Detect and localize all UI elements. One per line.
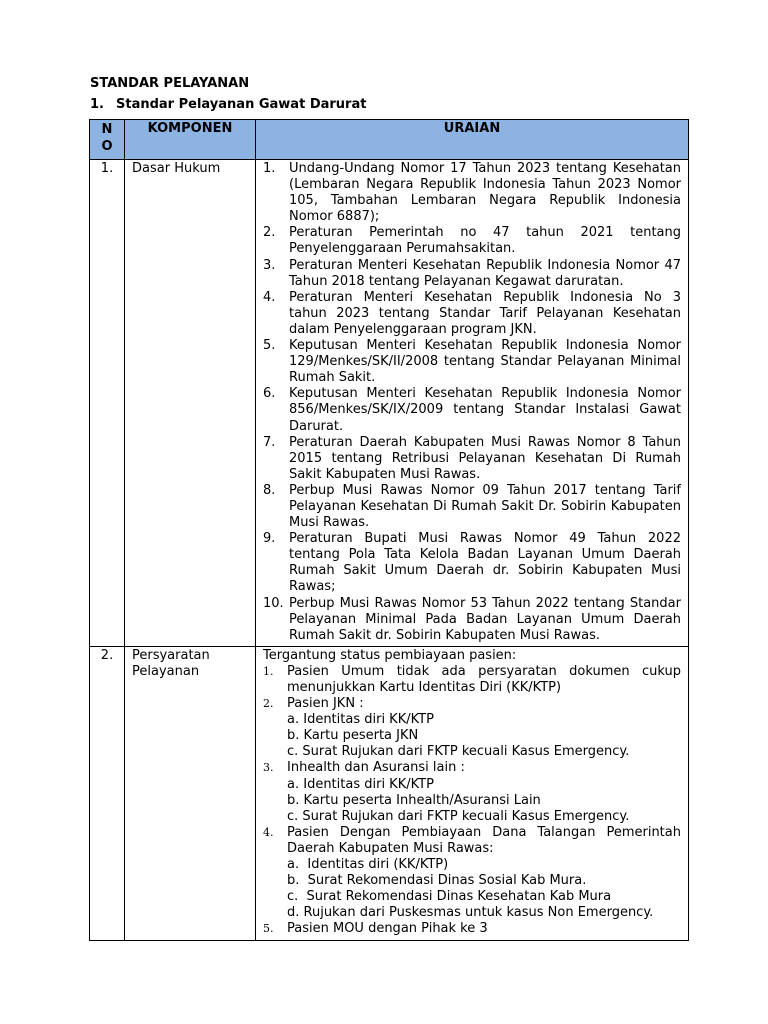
list-item-text: Pasien MOU dengan Pihak ke 3 bbox=[287, 921, 488, 937]
requirement-subitem: b. Kartu peserta JKN bbox=[287, 728, 419, 744]
requirement-sublist bbox=[287, 712, 681, 760]
requirement-item bbox=[263, 696, 681, 760]
document-title: STANDAR PELAYANAN bbox=[90, 76, 250, 91]
table-row bbox=[90, 646, 689, 940]
legal-basis-item bbox=[263, 435, 681, 483]
list-number: 2. bbox=[263, 225, 276, 241]
list-item-text: Inhealth dan Asuransi lain : bbox=[287, 760, 465, 776]
requirements-intro: Tergantung status pembiayaan pasien: bbox=[263, 647, 517, 663]
legal-basis-list bbox=[263, 161, 681, 644]
list-number: 4. bbox=[263, 825, 274, 839]
list-item-text: Peraturan Menteri Kesehatan Republik Indonesia No 3 tahun 2023 tentang Standar Tarif Pelayanan Kesehatan dalam Penyelenggaraan program JKN. bbox=[289, 289, 681, 337]
header-komponen: KOMPONEN bbox=[125, 120, 256, 160]
section-title: Standar Pelayanan Gawat Darurat bbox=[116, 97, 367, 112]
list-item-text: Perbup Musi Rawas Nomor 09 Tahun 2017 tentang Tarif Pelayanan Kesehatan Di Rumah Sakit Dr. Sobirin Kabupaten Musi Rawas. bbox=[289, 482, 681, 531]
list-item-text: Pasien Dengan Pembiayaan Dana Talangan Pemerintah Daerah Kabupaten Musi Rawas: bbox=[287, 824, 681, 856]
row-2-komponen: Persyaratan Pelayanan bbox=[125, 646, 256, 940]
row-1-uraian bbox=[256, 160, 689, 647]
legal-basis-item bbox=[263, 386, 681, 434]
list-number: 1. bbox=[263, 161, 276, 176]
legal-basis-item bbox=[263, 258, 681, 290]
list-number: 9. bbox=[263, 531, 276, 547]
section-heading bbox=[90, 97, 366, 112]
list-item-text: Peraturan Menteri Kesehatan Republik Indonesia Nomor 47 Tahun 2018 tentang Pelayanan Kegawat daruratan. bbox=[289, 257, 681, 289]
list-number: 7. bbox=[263, 434, 276, 450]
row-2-no: 2. bbox=[90, 646, 125, 940]
list-item-text: Peraturan Pemerintah no 47 tahun 2021 tentang Penyelenggaraan Perumahsakitan. bbox=[289, 225, 681, 257]
table-header-row bbox=[90, 120, 689, 160]
row-1-komponen: Dasar Hukum bbox=[125, 160, 256, 647]
list-item-text: Keputusan Menteri Kesehatan Republik Indonesia Nomor 856/Menkes/SK/IX/2009 tentang Standar Instalasi Gawat Darurat. bbox=[289, 386, 681, 434]
requirement-item bbox=[263, 921, 681, 937]
row-1-no: 1. bbox=[90, 160, 125, 647]
requirement-subitem: a. Identitas diri KK/KTP bbox=[287, 712, 434, 728]
requirements-list bbox=[263, 664, 681, 938]
header-no-label: N O bbox=[101, 122, 113, 154]
requirement-subitem: b. Surat Rekomendasi Dinas Sosial Kab Mura. bbox=[287, 873, 587, 889]
list-item-text: Pasien JKN : bbox=[287, 696, 364, 712]
requirement-subitem: a. Identitas diri KK/KTP bbox=[287, 776, 434, 792]
list-number: 3. bbox=[263, 761, 274, 775]
list-item-text: Undang-Undang Nomor 17 Tahun 2023 tentang Kesehatan (Lembaran Negara Republik Indonesia Tahun 2023 Nomor 105, Tambahan Lembaran Negara Republik Indonesia Nomor 6887); bbox=[289, 161, 681, 225]
list-item-text: Perbup Musi Rawas Nomor 53 Tahun 2022 tentang Standar Pelayanan Minimal Pada Badan Layanan Umum Daerah Rumah Sakit dr. Sobirin Kabupaten Musi Rawas. bbox=[289, 595, 681, 643]
list-item-text: Peraturan Bupati Musi Rawas Nomor 49 Tahun 2022 tentang Pola Tata Kelola Badan Layanan Umum Daerah Rumah Sakit Umum Daerah dr. Sobirin Kabupaten Musi Rawas; bbox=[289, 531, 681, 595]
row-2-uraian bbox=[256, 646, 689, 940]
list-number: 10. bbox=[263, 595, 284, 611]
requirement-item bbox=[263, 760, 681, 824]
requirement-sublist bbox=[287, 857, 681, 921]
requirement-item bbox=[263, 825, 681, 922]
service-standard-table bbox=[89, 119, 689, 941]
header-uraian: URAIAN bbox=[256, 120, 689, 160]
list-item-text: Peraturan Daerah Kabupaten Musi Rawas Nomor 8 Tahun 2015 tentang Retribusi Pelayanan Kesehatan Di Rumah Sakit Kabupaten Musi Rawas. bbox=[289, 434, 681, 482]
legal-basis-item bbox=[263, 596, 681, 644]
requirement-item bbox=[263, 664, 681, 696]
requirement-subitem: c. Surat Rekomendasi Dinas Kesehatan Kab Mura bbox=[287, 889, 612, 905]
requirement-subitem: b. Kartu peserta Inhealth/Asuransi Lain bbox=[287, 792, 541, 808]
legal-basis-item bbox=[263, 531, 681, 595]
requirement-subitem: c. Surat Rujukan dari FKTP kecuali Kasus Emergency. bbox=[287, 744, 630, 760]
list-number: 8. bbox=[263, 482, 276, 498]
list-number: 6. bbox=[263, 386, 276, 402]
requirement-sublist bbox=[287, 777, 681, 825]
legal-basis-item bbox=[263, 338, 681, 386]
list-number: 2. bbox=[263, 697, 274, 711]
list-number: 1. bbox=[263, 664, 274, 678]
requirement-subitem: d. Rujukan dari Puskesmas untuk kasus Non Emergency. bbox=[287, 905, 654, 921]
legal-basis-item bbox=[263, 161, 681, 225]
requirement-subitem: a. Identitas diri (KK/KTP) bbox=[287, 857, 449, 873]
section-number: 1. bbox=[90, 97, 104, 112]
list-item-text: Keputusan Menteri Kesehatan Republik Indonesia Nomor 129/Menkes/SK/II/2008 tentang Standar Pelayanan Minimal Rumah Sakit. bbox=[289, 338, 681, 386]
legal-basis-item bbox=[263, 483, 681, 531]
table-row bbox=[90, 160, 689, 647]
requirement-subitem: c. Surat Rujukan dari FKTP kecuali Kasus Emergency. bbox=[287, 808, 630, 824]
header-no bbox=[90, 120, 125, 160]
legal-basis-item bbox=[263, 290, 681, 338]
legal-basis-item bbox=[263, 225, 681, 257]
list-number: 5. bbox=[263, 922, 274, 936]
list-number: 4. bbox=[263, 289, 276, 305]
list-number: 5. bbox=[263, 338, 276, 354]
list-item-text: Pasien Umum tidak ada persyaratan dokumen cukup menunjukkan Kartu Identitas Diri (KK/KTP) bbox=[287, 663, 681, 695]
list-number: 3. bbox=[263, 257, 276, 273]
